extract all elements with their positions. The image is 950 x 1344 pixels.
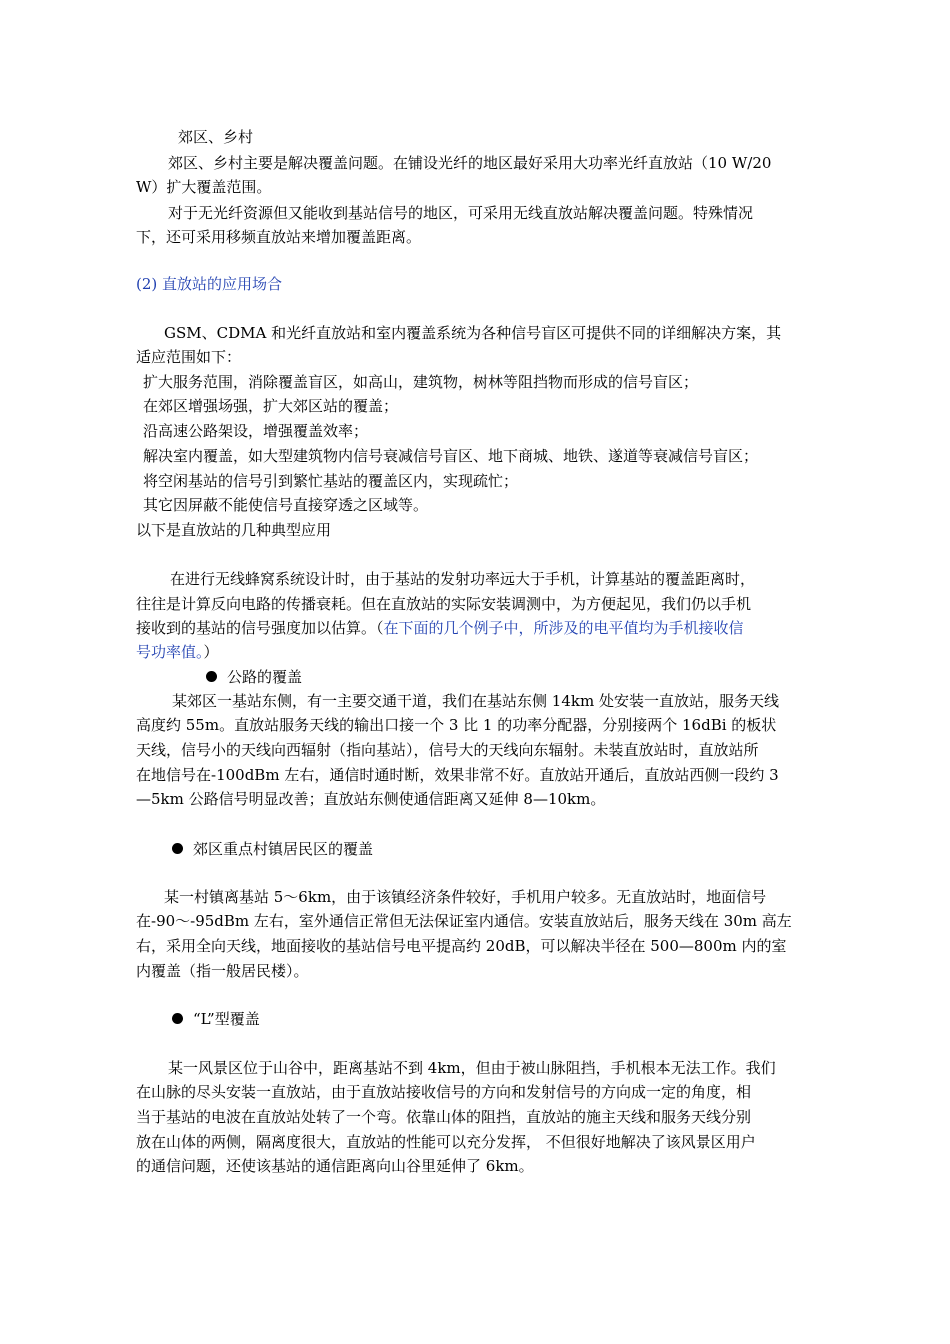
bullet-heading-lshape <box>172 1008 260 1030</box>
highway-paragraph-line: 高度约 55m。直放站服务天线的输出口接一个 3 比 1 的功率分配器，分别接两个 16dBi 的板状 <box>136 716 777 734</box>
list-item: 解决室内覆盖，如大型建筑物内信号衰减信号盲区、地下商城、地铁、遂道等衰减信号盲区； <box>143 447 759 465</box>
section-heading: (2) 直放站的应用场合 <box>136 275 283 293</box>
lshape-paragraph-line: 当于基站的电波在直放站处转了一个弯。依靠山体的阻挡，直放站的施主天线和服务天线分别 <box>136 1108 752 1126</box>
design-paragraph-line <box>136 641 219 663</box>
list-item: 将空闲基站的信号引到繁忙基站的覆盖区内，实现疏忙； <box>143 472 519 490</box>
bullet-icon <box>206 671 217 682</box>
village-paragraph-line: 内覆盖（指一般居民楼）。 <box>136 962 309 980</box>
lshape-paragraph-line: 的通信问题，还使该基站的通信距离向山谷里延伸了 6km。 <box>136 1157 534 1175</box>
design-paragraph-line <box>136 617 744 639</box>
suburb-heading: 郊区、乡村 <box>178 128 254 146</box>
lshape-paragraph-line: 放在山体的两侧，隔离度很大，直放站的性能可以充分发挥， 不但很好地解决了该风景区用户 <box>136 1133 756 1151</box>
village-paragraph-line: 在-90～-95dBm 左右，室外通信正常但无法保证室内通信。安装直放站后，服务天线在 30m 高左 <box>136 912 792 930</box>
bullet-icon <box>172 843 183 854</box>
list-item: 沿高速公路架设，增强覆盖效率； <box>143 422 369 440</box>
suburb-paragraph-line: 郊区、乡村主要是解决覆盖问题。在铺设光纤的地区最好采用大功率光纤直放站（10 W/20 <box>168 154 772 172</box>
suburb-paragraph-line: W）扩大覆盖范围。 <box>136 178 272 196</box>
bullet-heading-highway <box>206 666 302 688</box>
intro-paragraph-line: GSM、CDMA 和光纤直放站和室内覆盖系统为各种信号盲区可提供不同的详细解决方案，其 <box>164 324 782 342</box>
design-paragraph-line: 在进行无线蜂窝系统设计时，由于基站的发射功率远大于手机，计算基站的覆盖距离时， <box>170 570 756 588</box>
bullet-icon <box>172 1013 183 1024</box>
village-paragraph-line: 某一村镇离基站 5～6km，由于该镇经济条件较好，手机用户较多。无直放站时，地面信号 <box>164 888 767 906</box>
lshape-paragraph-line: 在山脉的尽头安装一直放站，由于直放站接收信号的方向和发射信号的方向成一定的角度，相 <box>136 1083 752 1101</box>
highway-paragraph-line: —5km 公路信号明显改善；直放站东侧使通信距离又延伸 8—10km。 <box>136 790 606 808</box>
lshape-paragraph-line: 某一风景区位于山谷中，距离基站不到 4km，但由于被山脉阻挡，手机根本无法工作。我们 <box>168 1059 776 1077</box>
bullet-title: 公路的覆盖 <box>227 668 303 686</box>
typical-apps-heading: 以下是直放站的几种典型应用 <box>136 521 332 539</box>
village-paragraph-line: 右，采用全向天线，地面接收的基站信号电平提高约 20dB，可以解决半径在 500—800m 内的室 <box>136 937 787 955</box>
design-note: 在下面的几个例子中，所涉及的电平值均为手机接收信 <box>383 619 744 637</box>
suburb-paragraph-line: 对于无光纤资源但又能收到基站信号的地区，可采用无线直放站解决覆盖问题。特殊情况 <box>168 204 754 222</box>
design-text: ） <box>203 643 219 661</box>
suburb-paragraph-line: 下，还可采用移频直放站来增加覆盖距离。 <box>136 228 422 246</box>
bullet-title: 郊区重点村镇居民区的覆盖 <box>193 840 374 858</box>
highway-paragraph-line: 天线，信号小的天线向西辐射（指向基站），信号大的天线向东辐射。未装直放站时，直放站所 <box>136 741 759 759</box>
highway-paragraph-line: 在地信号在-100dBm 左右，通信时通时断，效果非常不好。直放站开通后，直放站西侧一段约 3 <box>136 766 779 784</box>
list-item: 在郊区增强场强，扩大郊区站的覆盖； <box>143 397 399 415</box>
list-item: 扩大服务范围，消除覆盖盲区，如高山，建筑物，树林等阻挡物而形成的信号盲区； <box>143 373 699 391</box>
bullet-heading-village <box>172 838 373 860</box>
bullet-title: “L”型覆盖 <box>193 1010 260 1028</box>
design-text: 接收到的基站的信号强度加以估算。（ <box>136 619 384 637</box>
design-note: 号功率值。 <box>136 643 204 661</box>
design-paragraph-line: 往往是计算反向电路的传播衰耗。但在直放站的实际安装调测中，为方便起见，我们仍以手机 <box>136 595 752 613</box>
list-item: 其它因屏蔽不能使信号直接穿透之区域等。 <box>143 496 429 514</box>
intro-paragraph-line: 适应范围如下： <box>136 348 242 366</box>
highway-paragraph-line: 某郊区一基站东侧，有一主要交通干道，我们在基站东侧 14km 处安装一直放站，服务天线 <box>172 692 779 710</box>
